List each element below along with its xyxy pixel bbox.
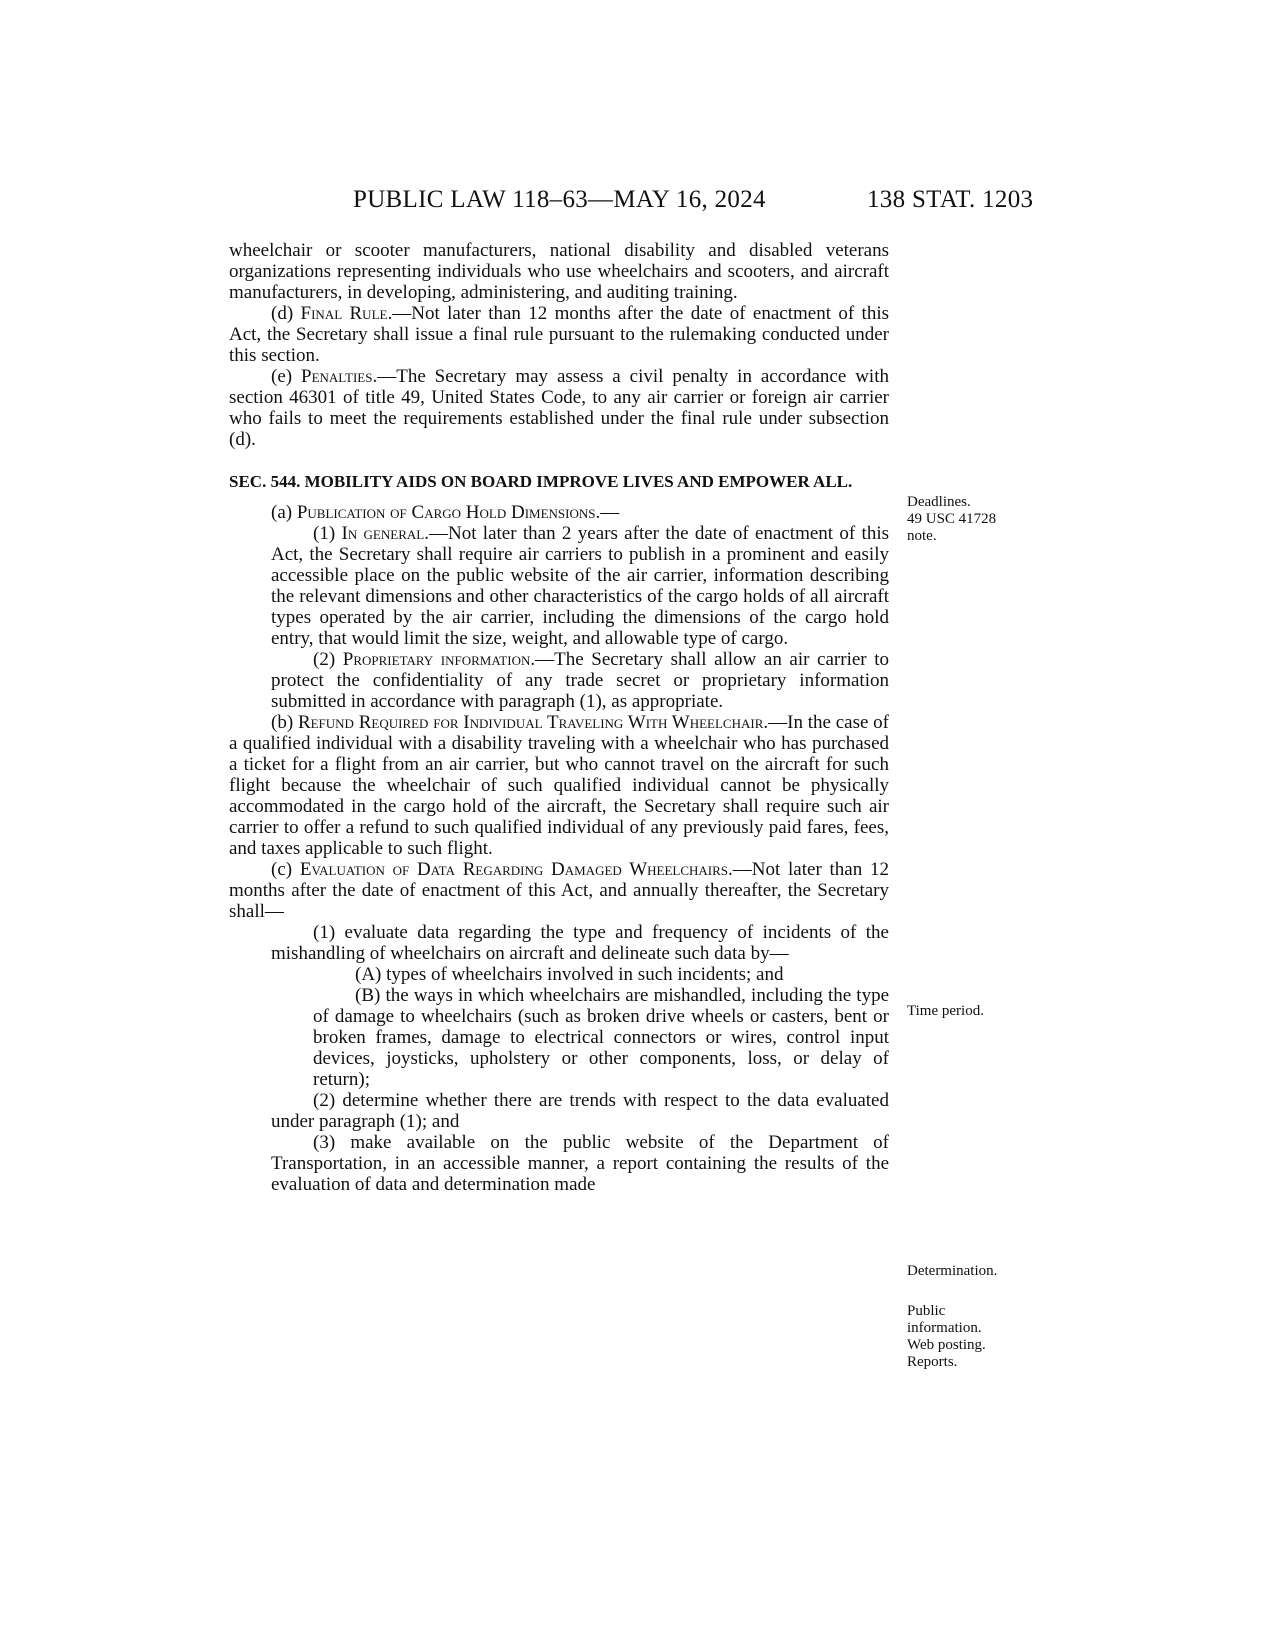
section-heading: SEC. 544. MOBILITY AIDS ON BOARD IMPROVE LIVES AND EMPOWER ALL.: [229, 472, 853, 491]
subsection-a-heading: Publication of Cargo Hold Dimensions: [296, 502, 596, 523]
subsection-a: (a) Publication of Cargo Hold Dimensions.—: [271, 502, 620, 523]
paragraph-a2-heading: Proprietary information: [342, 649, 531, 670]
subsection-d-heading: Final Rule: [300, 303, 388, 324]
paragraph-continued: wheelchair or scooter manufacturers, national disability and disabled veterans organizations representing individuals who use wheelchairs and scooters, and aircraft manufacturers, in developing, administering, and auditing training.: [229, 240, 889, 303]
subparagraph-c1B: (B) the ways in which wheelchairs are mishandled, including the type of damage to wheelchairs (such as broken drive wheels or casters, bent or broken frames, damage to electrical connectors or wires, control input devices, joysticks, upholstery or other components, loss, or delay of return);: [313, 985, 889, 1090]
margin-note-determination: Determination.: [907, 1263, 998, 1279]
running-header-stat-page: 138 STAT. 1203: [867, 186, 1034, 213]
paragraph-a1-heading: In general: [341, 523, 425, 544]
subparagraph-c1A: (A) types of wheelchairs involved in such incidents; and: [355, 964, 784, 985]
paragraph-c1: (1) evaluate data regarding the type and frequency of incidents of the mishandling of wheelchairs on aircraft and delineate such data by—: [271, 922, 889, 964]
margin-note-time-period: Time period.: [907, 1003, 984, 1019]
running-header-law: PUBLIC LAW 118–63—MAY 16, 2024: [353, 186, 766, 213]
subsection-b-heading: Refund Required for Individual Traveling With Wheelchair: [297, 712, 764, 733]
margin-note-deadlines: Deadlines. 49 USC 41728 note.: [907, 494, 997, 544]
paragraph-a2: (2) Proprietary information.—The Secretary shall allow an air carrier to protect the confidentiality of any trade secret or proprietary information submitted in accordance with paragraph (1), as appropriate.: [271, 649, 889, 712]
subsection-e-heading: Penalties: [301, 366, 373, 387]
paragraph-a1: (1) In general.—Not later than 2 years after the date of enactment of this Act, the Secretary shall require air carriers to publish in a prominent and easily accessible place on the public website of the air carrier, information describing the relevant dimensions and other characteristics of the cargo holds of all aircraft types operated by the air carrier, including the dimensions of the cargo hold entry, that would limit the size, weight, and allowable type of cargo.: [271, 523, 890, 649]
paragraph-c3: (3) make available on the public website of the Department of Transportation, in an accessible manner, a report containing the results of the evaluation of data and determination made: [271, 1132, 889, 1195]
statute-body: [229, 240, 889, 1195]
subsection-e: (e) Penalties.—The Secretary may assess a civil penalty in accordance with section 46301 of title 49, United States Code, to any air carrier or foreign air carrier who fails to meet the requirements established under the final rule under subsection (d).: [229, 366, 889, 450]
subsection-c: (c) Evaluation of Data Regarding Damaged Wheelchairs.—Not later than 12 months after the date of enactment of this Act, and annually thereafter, the Secretary shall—: [229, 859, 889, 922]
subsection-d: (d) Final Rule.—Not later than 12 months after the date of enactment of this Act, the Secretary shall issue a final rule pursuant to the rulemaking conducted under this section.: [229, 303, 890, 366]
paragraph-c2: (2) determine whether there are trends with respect to the data evaluated under paragraph (1); and: [271, 1090, 889, 1132]
subsection-b: (b) Refund Required for Individual Traveling With Wheelchair.—In the case of a qualified individual with a disability traveling with a wheelchair who has purchased a ticket for a flight from an air carrier, but who cannot travel on the aircraft for such flight because the wheelchair of such qualified individual cannot be physically accommodated in the cargo hold of the aircraft, the Secretary shall require such air carrier to offer a refund to such qualified individual of any previously paid fares, fees, and taxes applicable to such flight.: [229, 712, 890, 859]
subsection-c-heading: Evaluation of Data Regarding Damaged Wheelchairs: [299, 859, 729, 880]
margin-note-public-information: Public information. Web posting. Reports.: [907, 1303, 986, 1370]
